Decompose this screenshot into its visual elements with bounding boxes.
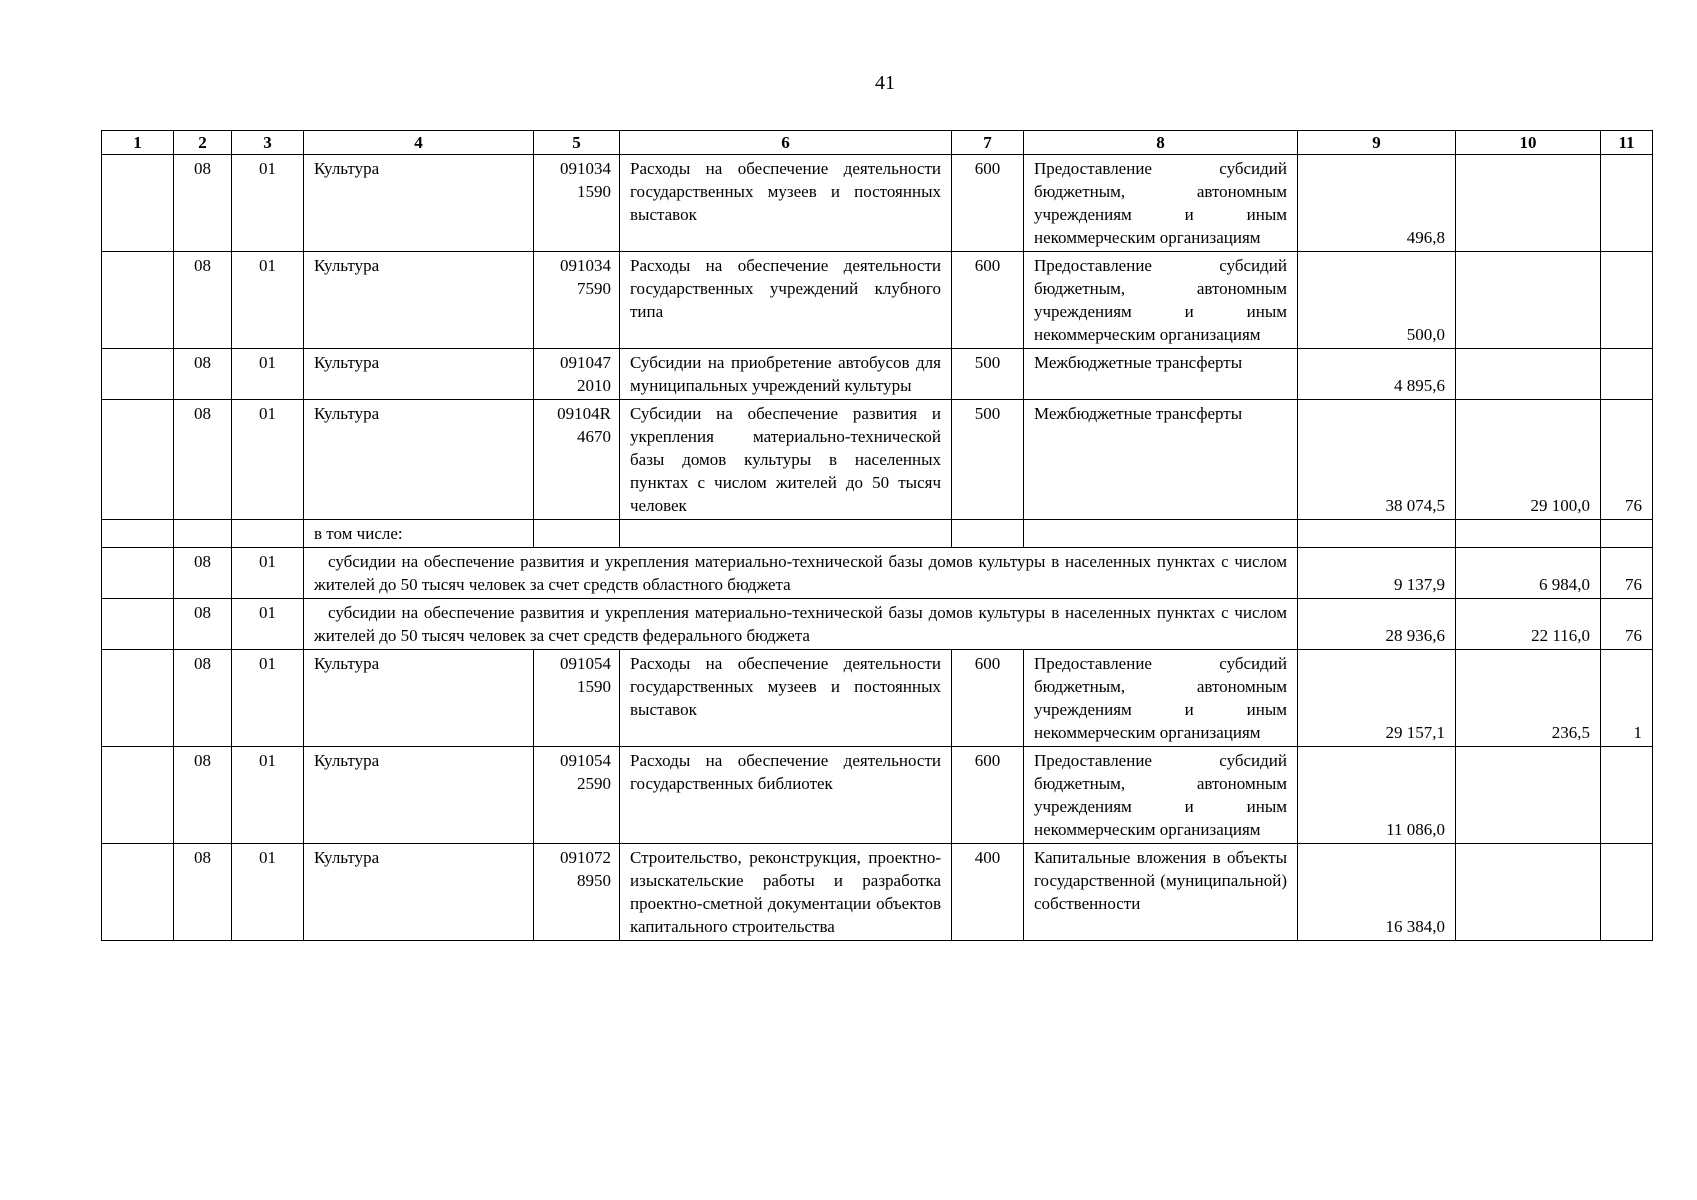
cell-1 bbox=[102, 747, 174, 844]
cell-subsection: 01 bbox=[232, 747, 304, 844]
cell-percent bbox=[1601, 349, 1653, 400]
cell-description: Расходы на обеспечение деятельности государственных музеев и постоянных выставок bbox=[620, 650, 952, 747]
cell-amount: 16 384,0 bbox=[1298, 844, 1456, 941]
table-row bbox=[102, 844, 1653, 941]
cell-description: Субсидии на обеспечение развития и укрепления материально-технической базы домов культуры в населенных пунктах с числом жителей до 50 тысяч человек bbox=[620, 400, 952, 520]
cell-name: Культура bbox=[304, 349, 534, 400]
cell-1 bbox=[102, 155, 174, 252]
cell-amount: 29 157,1 bbox=[1298, 650, 1456, 747]
cell-target-code: 091072 8950 bbox=[534, 844, 620, 941]
cell-1 bbox=[102, 349, 174, 400]
table-row bbox=[102, 155, 1653, 252]
header-cell: 1 bbox=[102, 131, 174, 155]
cell-name: Культура bbox=[304, 747, 534, 844]
header-cell: 8 bbox=[1024, 131, 1298, 155]
cell-expense-name: Предоставление субсидий бюджетным, автономным учреждениям и иным некоммерческим организациям bbox=[1024, 747, 1298, 844]
header-row bbox=[102, 131, 1653, 155]
cell-percent: 76 bbox=[1601, 400, 1653, 520]
cell-amount-2: 29 100,0 bbox=[1456, 400, 1601, 520]
cell-amount: 4 895,6 bbox=[1298, 349, 1456, 400]
cell-percent: 76 bbox=[1601, 548, 1653, 599]
table-row bbox=[102, 747, 1653, 844]
cell-1 bbox=[102, 400, 174, 520]
header-cell: 5 bbox=[534, 131, 620, 155]
cell-percent: 76 bbox=[1601, 599, 1653, 650]
cell-section: 08 bbox=[174, 400, 232, 520]
cell-expense-name: Межбюджетные трансферты bbox=[1024, 349, 1298, 400]
cell-subsection: 01 bbox=[232, 252, 304, 349]
cell-target-code: 09104R 4670 bbox=[534, 400, 620, 520]
cell-expense-name: Капитальные вложения в объекты государственной (муниципальной) собственности bbox=[1024, 844, 1298, 941]
cell-name: Культура bbox=[304, 252, 534, 349]
sub-row bbox=[102, 548, 1653, 599]
header-cell: 2 bbox=[174, 131, 232, 155]
sub-row bbox=[102, 599, 1653, 650]
cell-section: 08 bbox=[174, 252, 232, 349]
cell-section: 08 bbox=[174, 349, 232, 400]
cell-description: Расходы на обеспечение деятельности государственных библиотек bbox=[620, 747, 952, 844]
cell-description: Строительство, реконструкция, проектно-изыскательские работы и разработка проектно-сметной документации объектов капитального строительства bbox=[620, 844, 952, 941]
cell-name: Культура bbox=[304, 400, 534, 520]
cell-amount-2: 6 984,0 bbox=[1456, 548, 1601, 599]
header-cell: 6 bbox=[620, 131, 952, 155]
cell-subsection: 01 bbox=[232, 349, 304, 400]
cell-amount: 496,8 bbox=[1298, 155, 1456, 252]
cell-1 bbox=[102, 252, 174, 349]
sub-row-description: субсидии на обеспечение развития и укрепления материально-технической базы домов культуры в населенных пунктах с числом жителей до 50 тысяч человек за счет средств федерального бюджета bbox=[304, 599, 1298, 650]
cell-description: Расходы на обеспечение деятельности государственных учреждений клубного типа bbox=[620, 252, 952, 349]
cell-target-code: 091054 2590 bbox=[534, 747, 620, 844]
cell-expense-name: Предоставление субсидий бюджетным, автономным учреждениям и иным некоммерческим организациям bbox=[1024, 155, 1298, 252]
cell-amount-2: 22 116,0 bbox=[1456, 599, 1601, 650]
cell-expense-type: 500 bbox=[952, 349, 1024, 400]
table-row bbox=[102, 650, 1653, 747]
cell-expense-name: Межбюджетные трансферты bbox=[1024, 400, 1298, 520]
sub-row-description: субсидии на обеспечение развития и укрепления материально-технической базы домов культуры в населенных пунктах с числом жителей до 50 тысяч человек за счет средств областного бюджета bbox=[304, 548, 1298, 599]
cell-amount-2 bbox=[1456, 747, 1601, 844]
header-cell: 7 bbox=[952, 131, 1024, 155]
cell-target-code: 091054 1590 bbox=[534, 650, 620, 747]
cell-amount: 38 074,5 bbox=[1298, 400, 1456, 520]
cell-section: 08 bbox=[174, 844, 232, 941]
cell-amount-2 bbox=[1456, 252, 1601, 349]
cell-amount-2 bbox=[1456, 155, 1601, 252]
cell-subsection: 01 bbox=[232, 599, 304, 650]
cell-subsection: 01 bbox=[232, 650, 304, 747]
budget-table bbox=[101, 130, 1653, 941]
cell-percent bbox=[1601, 747, 1653, 844]
cell-expense-name: Предоставление субсидий бюджетным, автономным учреждениям и иным некоммерческим организациям bbox=[1024, 252, 1298, 349]
cell-expense-type: 500 bbox=[952, 400, 1024, 520]
cell-amount-2 bbox=[1456, 844, 1601, 941]
cell-section: 08 bbox=[174, 747, 232, 844]
page-number: 41 bbox=[875, 72, 895, 94]
cell-expense-name: Предоставление субсидий бюджетным, автономным учреждениям и иным некоммерческим организациям bbox=[1024, 650, 1298, 747]
cell-amount: 11 086,0 bbox=[1298, 747, 1456, 844]
cell-description: Субсидии на приобретение автобусов для муниципальных учреждений культуры bbox=[620, 349, 952, 400]
cell-section: 08 bbox=[174, 599, 232, 650]
cell-subsection: 01 bbox=[232, 400, 304, 520]
cell-subsection: 01 bbox=[232, 844, 304, 941]
table-row bbox=[102, 400, 1653, 520]
cell-target-code: 091034 7590 bbox=[534, 252, 620, 349]
cell-expense-type: 400 bbox=[952, 844, 1024, 941]
cell-expense-type: 600 bbox=[952, 252, 1024, 349]
header-cell: 4 bbox=[304, 131, 534, 155]
cell-name: Культура bbox=[304, 155, 534, 252]
cell-subsection: 01 bbox=[232, 548, 304, 599]
cell-1 bbox=[102, 650, 174, 747]
including-row bbox=[102, 520, 1653, 548]
table-row bbox=[102, 252, 1653, 349]
cell-target-code: 091034 1590 bbox=[534, 155, 620, 252]
cell-expense-type: 600 bbox=[952, 747, 1024, 844]
cell-section: 08 bbox=[174, 548, 232, 599]
including-label: в том числе: bbox=[304, 520, 534, 548]
cell-amount: 500,0 bbox=[1298, 252, 1456, 349]
cell-percent bbox=[1601, 844, 1653, 941]
cell-amount-2 bbox=[1456, 349, 1601, 400]
header-cell: 11 bbox=[1601, 131, 1653, 155]
cell-expense-type: 600 bbox=[952, 650, 1024, 747]
cell-section: 08 bbox=[174, 155, 232, 252]
cell-expense-type: 600 bbox=[952, 155, 1024, 252]
cell-1 bbox=[102, 844, 174, 941]
cell-amount: 28 936,6 bbox=[1298, 599, 1456, 650]
cell-description: Расходы на обеспечение деятельности государственных музеев и постоянных выставок bbox=[620, 155, 952, 252]
header-cell: 9 bbox=[1298, 131, 1456, 155]
cell-amount-2: 236,5 bbox=[1456, 650, 1601, 747]
cell-percent: 1 bbox=[1601, 650, 1653, 747]
table-row bbox=[102, 349, 1653, 400]
cell-name: Культура bbox=[304, 844, 534, 941]
cell-section: 08 bbox=[174, 650, 232, 747]
cell-subsection: 01 bbox=[232, 155, 304, 252]
cell-target-code: 091047 2010 bbox=[534, 349, 620, 400]
header-cell: 10 bbox=[1456, 131, 1601, 155]
header-cell: 3 bbox=[232, 131, 304, 155]
cell-percent bbox=[1601, 252, 1653, 349]
cell-name: Культура bbox=[304, 650, 534, 747]
cell-amount: 9 137,9 bbox=[1298, 548, 1456, 599]
cell-percent bbox=[1601, 155, 1653, 252]
